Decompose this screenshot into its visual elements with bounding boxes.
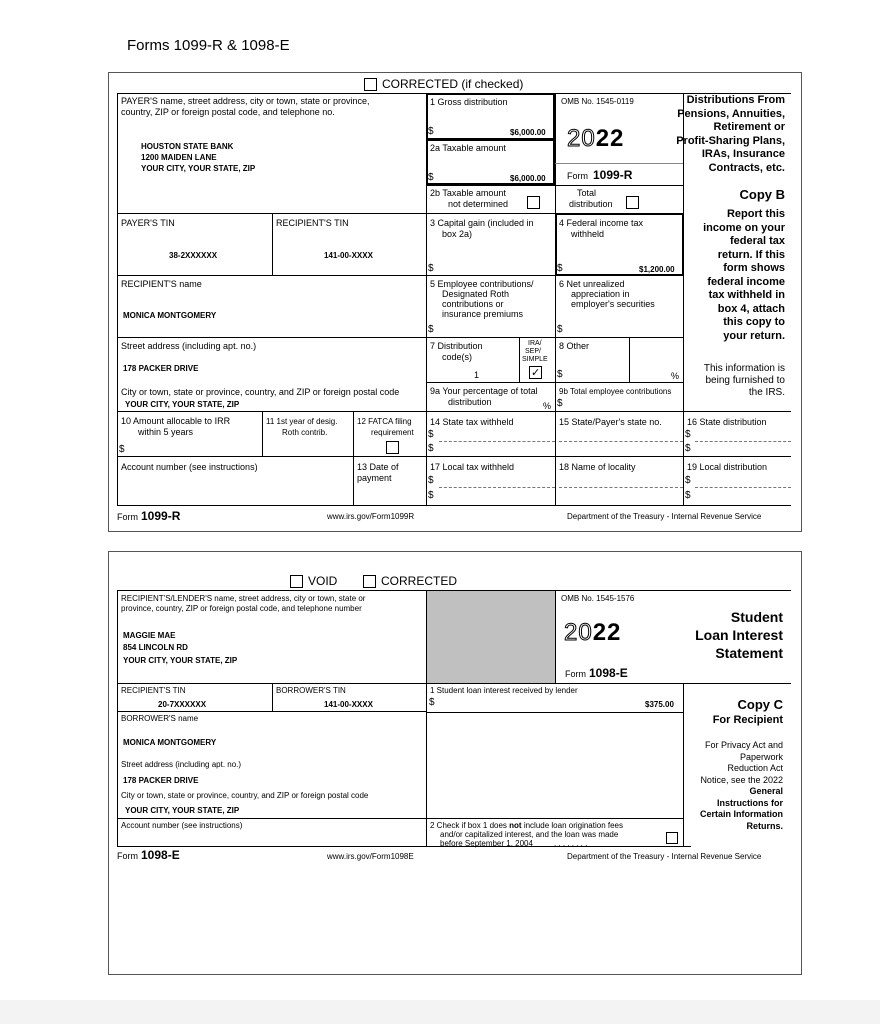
copy-b-line: your return. xyxy=(723,329,785,342)
box16-label: 16 State distribution xyxy=(687,417,767,427)
box14-dollar-2: $ xyxy=(428,443,434,454)
grid-line xyxy=(117,846,691,847)
footer-form-label: Form xyxy=(117,851,138,861)
copy-c-sub: For Recipient xyxy=(712,714,783,726)
form-name: 1098-E xyxy=(589,666,628,680)
box16-dollar-2: $ xyxy=(685,443,691,454)
box9a-percent: % xyxy=(543,401,552,411)
box2a-dollar: $ xyxy=(428,172,434,183)
ira-label-2: SEP/ xyxy=(525,348,541,355)
box2-text: 2 Check if box 1 does xyxy=(430,821,510,830)
box8-percent: % xyxy=(671,371,680,381)
privacy-line: Reduction Act xyxy=(727,763,783,773)
privacy-note xyxy=(673,740,783,832)
tax-year xyxy=(567,125,624,153)
street-label: Street address (including apt. no.) xyxy=(121,341,257,351)
box12-label: 12 FATCA filing xyxy=(357,417,412,426)
box2a-label: 2a Taxable amount xyxy=(430,143,506,153)
fatca-checkbox[interactable] xyxy=(386,441,399,454)
box2-label xyxy=(430,821,623,830)
omb-number: OMB No. 1545-0119 xyxy=(561,97,634,106)
footer-form-name: 1098-E xyxy=(141,848,180,862)
box6-label-3: employer's securities xyxy=(571,299,655,309)
footer-url: www.irs.gov/Form1099R xyxy=(327,512,415,521)
grid-line xyxy=(117,590,118,846)
info-note-line: This information is xyxy=(703,363,785,374)
dashed-line xyxy=(439,441,555,442)
grid-line xyxy=(117,818,426,819)
form-label: Form xyxy=(567,171,588,181)
recipient-tin-label: RECIPIENT'S TIN xyxy=(276,218,349,228)
recipient-tin-label: RECIPIENT'S TIN xyxy=(121,686,186,695)
box3-label-2: box 2a) xyxy=(442,229,473,239)
grid-line xyxy=(629,337,630,382)
form-title-line: IRAs, Insurance xyxy=(701,148,785,160)
privacy-line: Certain Information xyxy=(699,809,783,819)
grid-line xyxy=(426,382,683,383)
borrower-name: MONICA MONTGOMERY xyxy=(123,738,217,747)
form-title xyxy=(645,94,785,175)
ira-checkbox[interactable] xyxy=(529,366,542,379)
check-icon: ✓ xyxy=(531,367,541,379)
grid-line xyxy=(519,337,520,382)
box2-label-2: and/or capitalized interest, and the loan was made xyxy=(440,830,619,839)
copy-b-line: Report this xyxy=(726,208,785,220)
corrected-checkbox[interactable] xyxy=(364,78,377,91)
box14-label: 14 State tax withheld xyxy=(430,417,514,427)
street: 178 PACKER DRIVE xyxy=(123,776,199,785)
dashed-line xyxy=(559,487,683,488)
grid-line xyxy=(353,411,354,505)
year-prefix: 20 xyxy=(567,125,596,152)
grid-line xyxy=(555,590,556,683)
city-label: City or town, state or province, country, and ZIP or foreign postal code xyxy=(121,387,400,397)
grid-line xyxy=(117,683,791,684)
box2b-label: 2b Taxable amount xyxy=(430,188,506,198)
total-distribution-label: Total xyxy=(577,188,597,198)
form-title-line: Pensions, Annuities, xyxy=(677,107,785,120)
box1-dollar: $ xyxy=(428,126,434,137)
box2-not: not xyxy=(509,821,522,830)
grid-line xyxy=(272,213,273,275)
payer-name: HOUSTON STATE BANK xyxy=(141,142,234,151)
box17-label: 17 Local tax withheld xyxy=(430,462,515,472)
box14-dollar-1: $ xyxy=(428,429,434,440)
box2-dots: . . . . . . . . xyxy=(554,839,588,848)
box12-label-2: requirement xyxy=(371,428,414,437)
privacy-line: General xyxy=(749,786,783,796)
box9b-label: 9b Total employee contributions xyxy=(559,387,672,396)
box6-dollar: $ xyxy=(557,324,563,335)
privacy-line: Notice, see the 2022 xyxy=(700,774,783,785)
footer-form-label: Form xyxy=(117,512,138,522)
privacy-line: Paperwork xyxy=(739,751,783,762)
recipient-tin: 20-7XXXXXX xyxy=(158,700,207,709)
box2-checkbox[interactable] xyxy=(666,832,678,844)
void-checkbox[interactable] xyxy=(290,575,303,588)
box6-label: 6 Net unrealized xyxy=(559,279,625,289)
box4-value: $1,200.00 xyxy=(639,265,675,274)
privacy-line: Returns. xyxy=(746,820,783,831)
borrower-name-label: BORROWER'S name xyxy=(121,714,199,723)
lender-label: RECIPIENT'S/LENDER'S name, street address, city or town, state or xyxy=(121,594,366,603)
box10-label: 10 Amount allocable to IRR xyxy=(121,416,231,426)
form-title-line: Loan Interest xyxy=(695,627,783,643)
info-note-line: being furnished to xyxy=(705,375,785,386)
form-title-line: Distributions From xyxy=(686,94,785,106)
grid-line xyxy=(426,712,683,713)
box19-dollar-2: $ xyxy=(685,490,691,501)
dashed-line xyxy=(439,487,555,488)
box6-label-2: appreciation in xyxy=(571,289,630,299)
lender-street: 854 LINCOLN RD xyxy=(123,643,188,652)
grid-line xyxy=(272,683,273,711)
street: 178 PACKER DRIVE xyxy=(123,364,199,373)
form-title xyxy=(643,608,783,662)
page-title: Forms 1099-R & 1098-E xyxy=(127,37,290,54)
grid-line xyxy=(117,505,791,506)
box1-value: $6,000.00 xyxy=(510,128,546,137)
box8-dollar: $ xyxy=(557,369,563,380)
box17-dollar-2: $ xyxy=(428,490,434,501)
box19-label: 19 Local distribution xyxy=(687,462,768,472)
copy-b-title: Copy B xyxy=(739,187,785,202)
form-1099r xyxy=(108,72,802,532)
copy-c-title: Copy C xyxy=(737,697,783,712)
box13-label-2: payment xyxy=(357,473,392,483)
grid-line xyxy=(117,275,555,276)
city-label: City or town, state or province, country, and ZIP or foreign postal code xyxy=(121,791,369,800)
omb-number: OMB No. 1545-1576 xyxy=(561,594,635,603)
box9b-dollar: $ xyxy=(557,398,563,409)
box5-label-2: Designated Roth xyxy=(442,289,510,299)
corrected-checkbox[interactable] xyxy=(363,575,376,588)
copy-b-line: this copy to xyxy=(723,316,785,328)
form-label: Form xyxy=(565,669,586,679)
recipient-tin: 141-00-XXXX xyxy=(324,251,373,260)
lender-label-2: province, country, ZIP or foreign postal code, and telephone number xyxy=(121,604,362,613)
grid-line xyxy=(117,337,683,338)
grid-line xyxy=(426,818,683,819)
ira-label-3: SIMPLE xyxy=(522,356,548,363)
copy-b-line: federal tax xyxy=(729,235,785,247)
copy-b-line: income on your xyxy=(703,221,785,234)
void-label: VOID xyxy=(308,574,338,588)
grid-line xyxy=(262,411,263,456)
form-title-line: Retirement or xyxy=(713,121,785,133)
box7-label-2: code(s) xyxy=(442,352,473,362)
copy-b-line: tax withheld in xyxy=(708,289,785,301)
form-1098e xyxy=(108,551,802,975)
grid-line xyxy=(426,185,683,186)
dashed-line xyxy=(559,441,683,442)
city: YOUR CITY, YOUR STATE, ZIP xyxy=(125,806,240,815)
box2-text: include loan origination fees xyxy=(521,821,623,830)
box9a-label: 9a Your percentage of total xyxy=(430,386,538,396)
box9a-label-2: distribution xyxy=(448,397,492,407)
box4-dollar: $ xyxy=(557,263,563,274)
shaded-area xyxy=(427,591,555,683)
privacy-line: Instructions for xyxy=(716,797,783,808)
recipient-name-label: RECIPIENT'S name xyxy=(121,279,202,289)
payer-city: YOUR CITY, YOUR STATE, ZIP xyxy=(141,164,256,173)
box11-label: 11 1st year of desig. xyxy=(266,417,338,426)
box4-label: 4 Federal income tax xyxy=(559,218,644,228)
payer-tin: 38-2XXXXXX xyxy=(169,251,218,260)
box5-label: 5 Employee contributions/ xyxy=(430,279,534,289)
payer-street: 1200 MAIDEN LANE xyxy=(141,153,217,162)
footer-url: www.irs.gov/Form1098E xyxy=(327,852,414,861)
grid-line xyxy=(117,411,791,412)
box1-value: $375.00 xyxy=(645,700,674,709)
copy-b-line: return. If this xyxy=(717,248,785,261)
box1-label: 1 Gross distribution xyxy=(430,97,508,107)
form-title-line: Student xyxy=(730,609,783,625)
box5-dollar: $ xyxy=(428,324,434,335)
copy-b-line: box 4, attach xyxy=(717,302,785,315)
box15-label: 15 State/Payer's state no. xyxy=(559,417,662,427)
dashed-line xyxy=(695,441,791,442)
total-distribution-label-2: distribution xyxy=(569,199,613,209)
privacy-line: For Privacy Act and xyxy=(704,740,783,750)
box1-dollar: $ xyxy=(429,697,435,708)
year-prefix: 20 xyxy=(564,619,593,646)
grid-line xyxy=(555,93,556,505)
copy-b-line: federal income xyxy=(707,275,785,288)
lender-name: MAGGIE MAE xyxy=(123,631,176,640)
total-distribution-checkbox[interactable] xyxy=(626,196,639,209)
box13-label: 13 Date of xyxy=(357,462,399,472)
footer-dept: Department of the Treasury - Internal Revenue Service xyxy=(567,512,762,521)
grid-line xyxy=(117,93,118,505)
account-label: Account number (see instructions) xyxy=(121,462,258,472)
box3-label: 3 Capital gain (included in xyxy=(430,218,534,228)
corrected-label: CORRECTED (if checked) xyxy=(382,77,524,91)
box18-label: 18 Name of locality xyxy=(559,462,636,472)
dashed-line xyxy=(695,487,791,488)
box2b-checkbox[interactable] xyxy=(527,196,540,209)
ira-label: IRA/ xyxy=(528,340,542,347)
box7-value: 1 xyxy=(474,370,480,380)
street-label: Street address (including apt. no.) xyxy=(121,760,242,769)
box16-dollar-1: $ xyxy=(685,429,691,440)
copy-b-line: form shows xyxy=(723,262,785,274)
box2-label-3: before September 1, 2004 xyxy=(440,839,533,848)
borrower-tin-label: BORROWER'S TIN xyxy=(276,686,346,695)
info-note xyxy=(665,363,785,399)
form-title-line: Statement xyxy=(715,645,783,661)
footer-form-name: 1099-R xyxy=(141,509,181,523)
lender-city: YOUR CITY, YOUR STATE, ZIP xyxy=(123,656,238,665)
box2b-label-2: not determined xyxy=(448,199,509,209)
box19-dollar-1: $ xyxy=(685,475,691,486)
tax-year xyxy=(564,619,621,647)
city: YOUR CITY, YOUR STATE, ZIP xyxy=(125,400,240,409)
box10-label-2: within 5 years xyxy=(138,427,194,437)
box8-label: 8 Other xyxy=(559,341,590,351)
info-note-line: the IRS. xyxy=(748,387,785,398)
year-suffix: 22 xyxy=(592,619,622,646)
box11-label-2: Roth contrib. xyxy=(282,428,328,437)
box3-dollar: $ xyxy=(428,263,434,274)
form-title-line: Contracts, etc. xyxy=(708,161,785,174)
box7-label: 7 Distribution xyxy=(430,341,483,351)
form-name: 1099-R xyxy=(593,168,633,182)
year-suffix: 22 xyxy=(595,125,625,152)
box1-label: 1 Student loan interest received by lender xyxy=(430,686,578,695)
corrected-label: CORRECTED xyxy=(381,574,458,588)
borrower-tin: 141-00-XXXX xyxy=(324,700,373,709)
grid-line xyxy=(117,456,791,457)
grid-line xyxy=(117,711,426,712)
account-label: Account number (see instructions) xyxy=(121,821,243,830)
recipient-name: MONICA MONTGOMERY xyxy=(123,311,217,320)
box4-label-2: withheld xyxy=(571,229,605,239)
box17-dollar-1: $ xyxy=(428,475,434,486)
box2a-value: $6,000.00 xyxy=(510,174,546,183)
box5-label-4: insurance premiums xyxy=(442,309,524,319)
form-title-line: Profit-Sharing Plans, xyxy=(676,134,785,147)
payer-label-2: country, ZIP or foreign postal code, and telephone no. xyxy=(121,107,335,117)
payer-label: PAYER'S name, street address, city or town, state or province, xyxy=(121,96,370,106)
box5-label-3: contributions or xyxy=(442,299,504,309)
box10-dollar: $ xyxy=(119,444,125,455)
payer-tin-label: PAYER'S TIN xyxy=(121,218,175,228)
footer-dept: Department of the Treasury - Internal Revenue Service xyxy=(567,852,762,861)
